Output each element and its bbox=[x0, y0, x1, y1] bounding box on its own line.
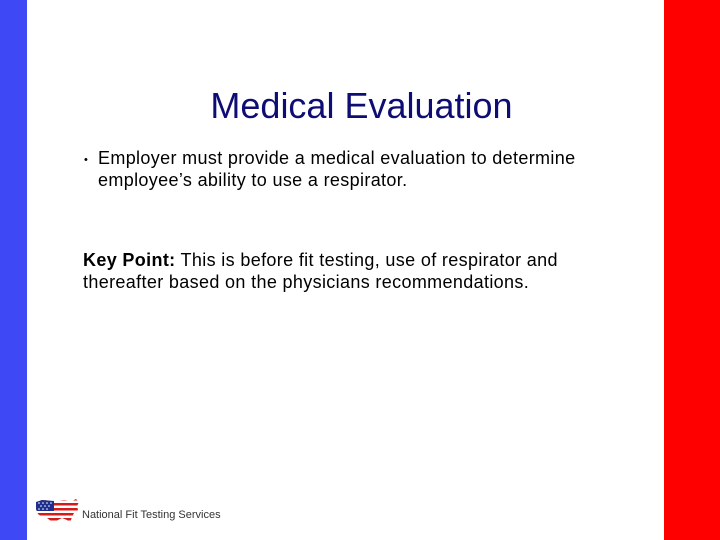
bullet-text: Employer must provide a medical evaluation to determine employee’s ability to use a respirator. bbox=[98, 148, 576, 190]
key-point-label: Key Point: bbox=[83, 250, 176, 270]
slide-title bbox=[0, 84, 720, 128]
right-red-stripe bbox=[664, 0, 720, 540]
key-point-paragraph bbox=[83, 249, 643, 293]
footer bbox=[34, 496, 294, 528]
us-flag-map-icon bbox=[34, 496, 80, 528]
footer-text: National Fit Testing Services bbox=[82, 509, 221, 521]
left-blue-stripe bbox=[0, 0, 27, 540]
slide-title-text: Medical Evaluation bbox=[210, 85, 513, 126]
bullet-marker: • bbox=[84, 154, 88, 166]
key-point-text: This is before fit testing, use of respirator and thereafter based on the physicians recommendations. bbox=[83, 250, 558, 292]
